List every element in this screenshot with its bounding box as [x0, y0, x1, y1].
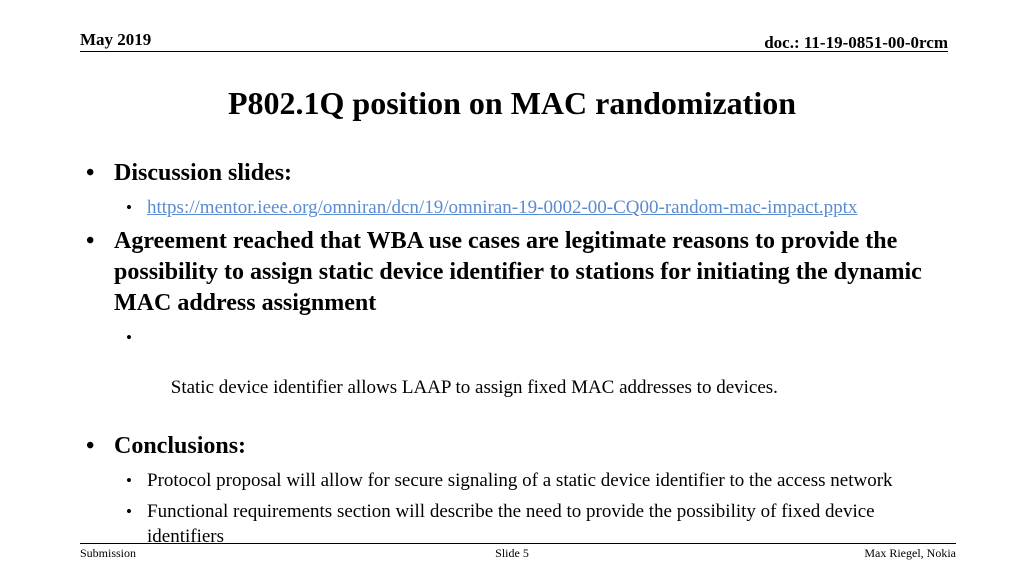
footer-divider: [80, 543, 956, 544]
sub-bullet-link: [80, 195, 940, 220]
slide-title: P802.1Q position on MAC randomization: [227, 85, 797, 121]
bullet-dot-icon: •: [126, 328, 132, 347]
footer-submission: Submission: [80, 546, 137, 560]
sub-bullet-text: Static device identifier allows LAAP to assign fixed MAC addresses to devices.: [166, 377, 778, 398]
bullet-conclusions: [80, 431, 940, 462]
bullet-discussion: [80, 158, 940, 189]
sub-bullet-static-id: [80, 325, 940, 425]
header-date: May 2019: [80, 30, 152, 49]
bullet-dot-icon: •: [126, 471, 132, 490]
sub-bullet-text: Functional requirements section will describe the need to provide the possibility of fixed device identifiers: [147, 501, 875, 547]
bullet-text: Conclusions:: [114, 433, 247, 459]
header-doc-id: doc.: 11-19-0851-00-0rcm: [764, 33, 948, 52]
sub-bullet-protocol: [80, 468, 940, 493]
sub-bullet-functional: [80, 499, 940, 549]
footer-author: Max Riegel, Nokia: [864, 546, 956, 560]
bullet-dot-icon: •: [126, 502, 132, 521]
bullet-dot-icon: •: [86, 160, 95, 186]
bullet-dot-icon: •: [86, 228, 95, 254]
footer-slide-number: Slide 5: [495, 546, 529, 560]
bullet-dot-icon: •: [86, 433, 95, 459]
discussion-slides-link[interactable]: https://mentor.ieee.org/omniran/dcn/19/omniran-19-0002-00-CQ00-random-mac-impact.pptx: [147, 197, 858, 218]
slide-body: [80, 158, 940, 555]
bullet-text: Agreement reached that WBA use cases are legitimate reasons to provide the possibility to assign static device identifier to stations for initiating the dynamic MAC address assignment: [114, 228, 922, 316]
bullet-text: Discussion slides:: [114, 160, 293, 186]
header-divider: [80, 51, 948, 52]
sub-bullet-text: Protocol proposal will allow for secure signaling of a static device identifier to the access network: [147, 470, 893, 491]
bullet-dot-icon: •: [126, 198, 132, 217]
bullet-agreement: [80, 226, 940, 319]
